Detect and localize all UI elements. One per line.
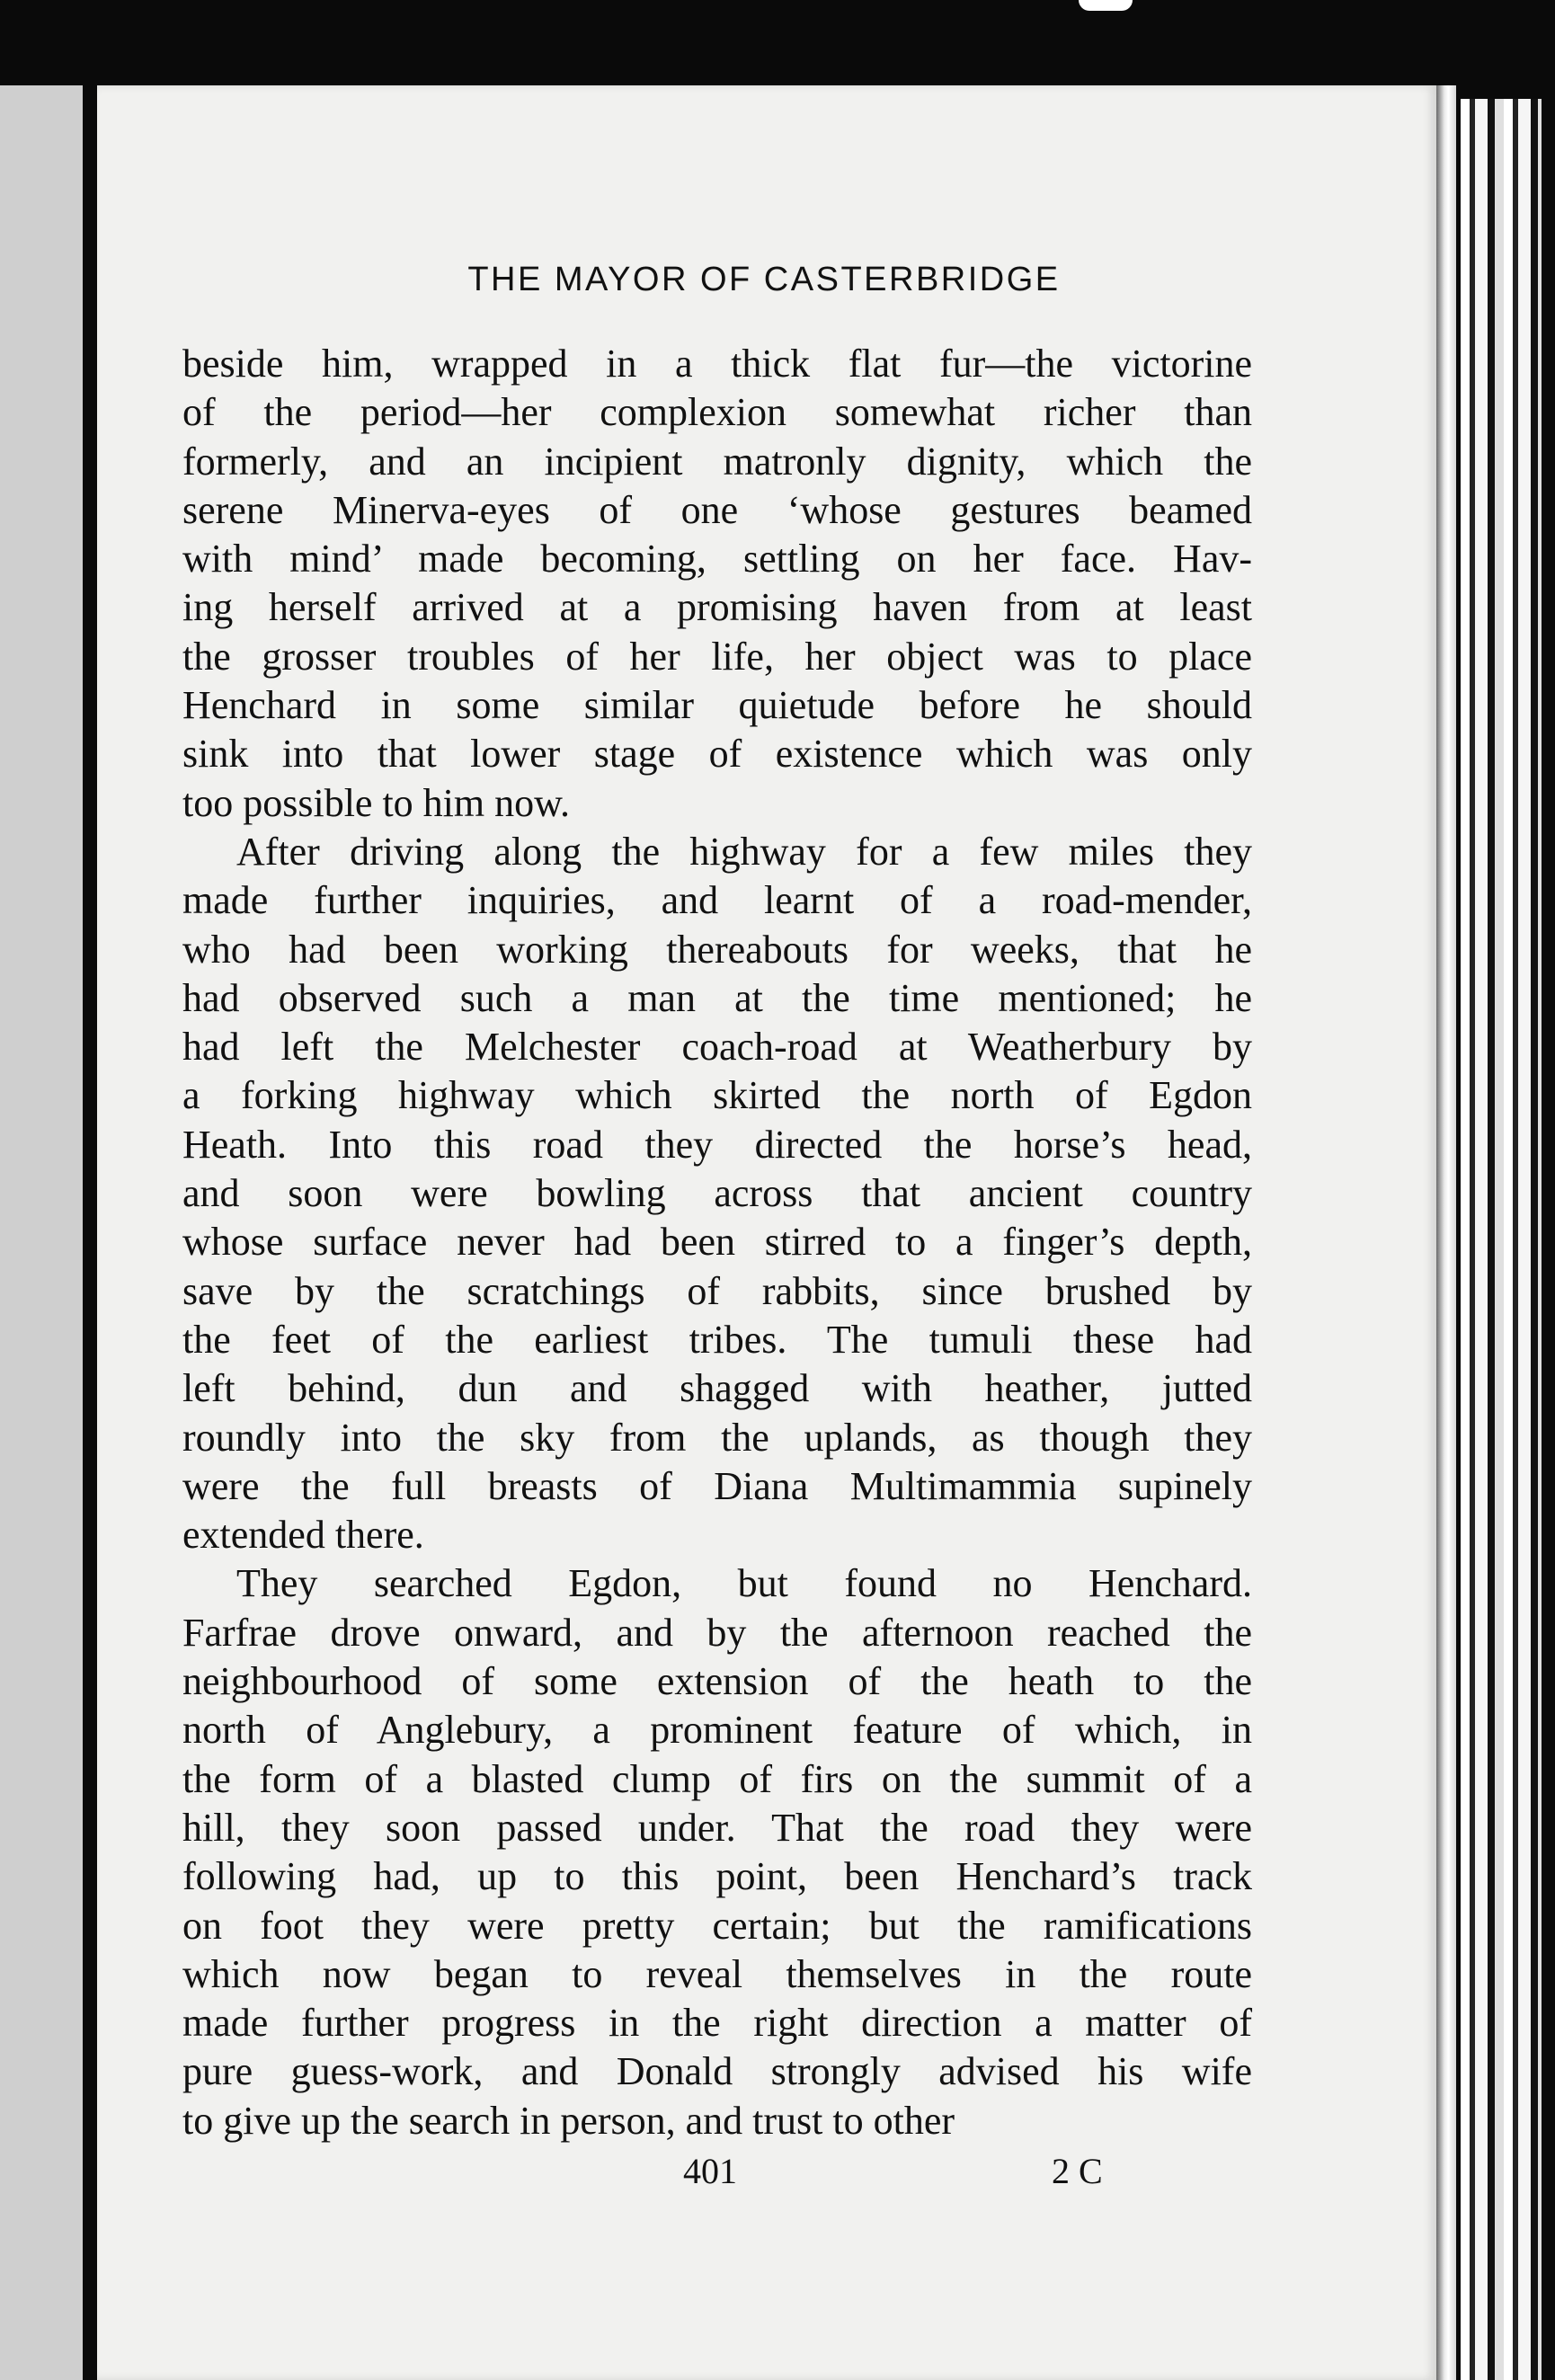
text-line: beside him, wrapped in a thick flat fur—the victorine: [182, 342, 1252, 386]
text-line: save by the scratchings of rabbits, since brushed by: [182, 1268, 1252, 1313]
text-line: and soon were bowling across that ancient country: [182, 1171, 1252, 1216]
text-line: on foot they were pretty certain; but the ramifications: [182, 1903, 1252, 1948]
text-line: too possible to him now.: [182, 780, 571, 825]
scan-artifact: [1079, 0, 1133, 11]
text-line: a forking highway which skirted the north of Egdon: [182, 1073, 1252, 1118]
text-line: neighbourhood of some extension of the heath to the: [182, 1659, 1252, 1704]
text-line: Henchard in some similar quietude before he should: [182, 683, 1252, 728]
book-page-edges: [1461, 99, 1542, 2380]
text-line: were the full breasts of Diana Multimammia supinely: [182, 1463, 1252, 1508]
text-line: made further inquiries, and learnt of a road-mender,: [182, 878, 1252, 923]
signature-mark: 2 C: [1052, 2151, 1103, 2191]
text-line: Farfrae drove onward, and by the afternoon reached the: [182, 1610, 1252, 1655]
paragraph: [182, 340, 1252, 828]
running-head: THE MAYOR OF CASTERBRIDGE: [467, 261, 1061, 298]
text-line: ing herself arrived at a promising haven from at least: [182, 585, 1252, 630]
text-line: had left the Melchester coach-road at Weatherbury by: [182, 1025, 1252, 1070]
text-line: of the period—her complexion somewhat richer than: [182, 390, 1252, 435]
text-line: the feet of the earliest tribes. The tumuli these had: [182, 1317, 1252, 1362]
text-line: had observed such a man at the time mentioned; he: [182, 975, 1252, 1020]
text-line: They searched Egdon, but found no Henchard.: [236, 1561, 1252, 1606]
text-line: serene Minerva-eyes of one ‘whose gestures beamed: [182, 487, 1252, 532]
text-line: After driving along the highway for a few miles they: [236, 829, 1252, 874]
text-line: who had been working thereabouts for weeks, that he: [182, 927, 1252, 972]
text-line: which now began to reveal themselves in the route: [182, 1951, 1252, 1996]
text-line: Heath. Into this road they directed the horse’s head,: [182, 1122, 1252, 1167]
text-line: extended there.: [182, 1513, 424, 1558]
text-line: following had, up to this point, been Henchard’s track: [182, 1854, 1252, 1899]
body-text: [182, 340, 1252, 2145]
text-line: with mind’ made becoming, settling on her face. Hav-: [182, 537, 1252, 582]
text-line: made further progress in the right direction a matter of: [182, 2001, 1252, 2046]
page-gutter-edge: [1436, 85, 1456, 2380]
text-line: formerly, and an incipient matronly dignity, which the: [182, 439, 1252, 484]
text-line: the form of a blasted clump of firs on the summit of a: [182, 1756, 1252, 1801]
text-line: hill, they soon passed under. That the road they were: [182, 1805, 1252, 1850]
paragraph: [182, 1559, 1252, 2145]
page-number: 401: [683, 2151, 737, 2191]
text-line: sink into that lower stage of existence which was only: [182, 732, 1252, 777]
text-line: the grosser troubles of her life, her object was to place: [182, 634, 1252, 679]
text-line: north of Anglebury, a prominent feature of which, in: [182, 1708, 1252, 1753]
text-line: pure guess-work, and Donald strongly advised his wife: [182, 2049, 1252, 2094]
previous-page-edge: [0, 85, 83, 2380]
text-line: left behind, dun and shagged with heather, jutted: [182, 1366, 1252, 1411]
text-line: to give up the search in person, and trust to other: [182, 2098, 955, 2143]
text-line: roundly into the sky from the uplands, as though they: [182, 1415, 1252, 1460]
text-line: whose surface never had been stirred to a finger’s depth,: [182, 1220, 1252, 1265]
paragraph: [182, 828, 1252, 1559]
